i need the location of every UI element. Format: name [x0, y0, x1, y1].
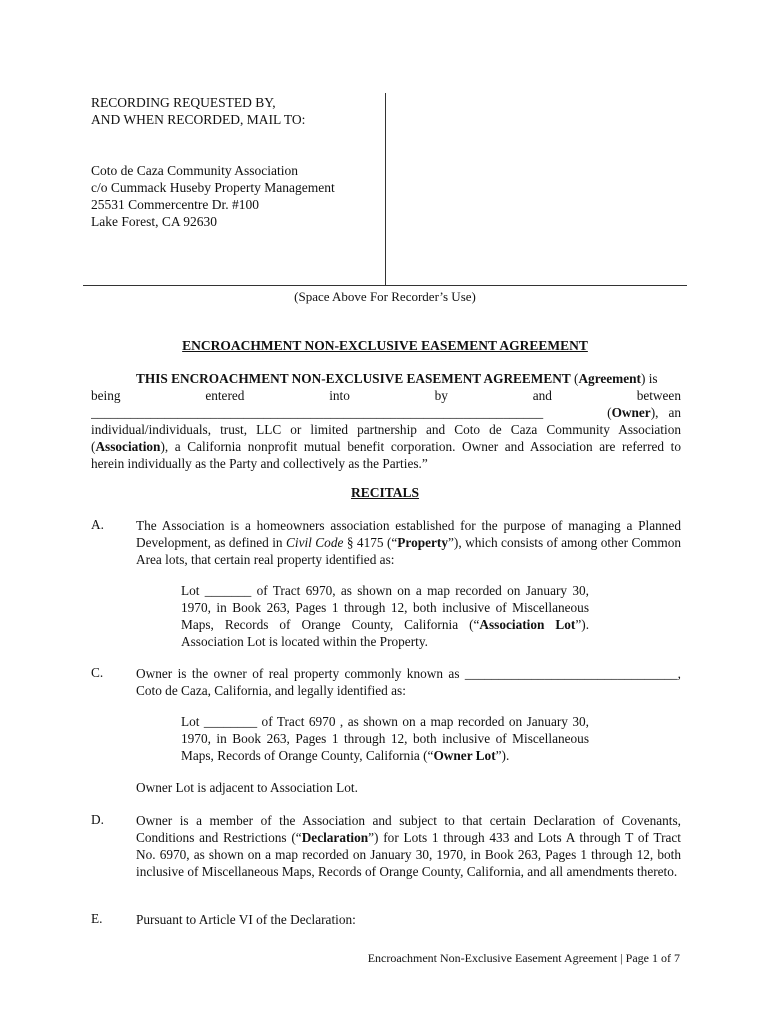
recorder-divider-vertical: [385, 93, 386, 285]
intro-paren: (: [570, 371, 579, 386]
recording-requested-line: RECORDING REQUESTED BY,: [91, 95, 276, 110]
intro-line-5: (Association), a California nonprofit mutual benefit corporation. Owner and Association are referred to: [91, 439, 681, 454]
address-care-of: c/o Cummack Huseby Property Management: [91, 180, 335, 195]
association-term: Association: [95, 439, 161, 454]
word-into: into: [329, 388, 350, 403]
recital-c-letter: C.: [91, 665, 104, 680]
intro-paragraph: [91, 370, 681, 472]
address-name: Coto de Caza Community Association: [91, 163, 298, 178]
owner-name-blank[interactable]: ____________________________________________________________________: [91, 405, 544, 420]
owner-lot-term: Owner Lot: [433, 748, 496, 763]
association-lot-description: Lot _______ of Tract 6970, as shown on a map recorded on January 30, 1970, in Book 263, Pages 1 through 12, both inclusive of Miscellaneous Maps, Records of Orange County, California (“Association Lot”). Association Lot is located within the Property.: [181, 583, 590, 649]
recital-e-text: Pursuant to Article VI of the Declaration:: [136, 912, 356, 927]
recital-a-text: The Association is a homeowners association established for the purpose of managing a Planned Development, as defined in Civil Code § 4175 (“Property”), which consists of among other Common Area lots, that certain real property identified as:: [136, 518, 682, 567]
owner-definition: (Owner), an: [607, 405, 681, 420]
word-entered: entered: [205, 388, 245, 403]
property-term: Property: [397, 535, 449, 550]
address-street: 25531 Commercentre Dr. #100: [91, 197, 259, 212]
word-being: being: [91, 388, 121, 403]
recital-c-text: Owner is the owner of real property commonly known as ________________________________, Coto de Caza, California, and legally identified as:: [136, 666, 681, 698]
recital-d-letter: D.: [91, 812, 104, 827]
document-title: ENCROACHMENT NON-EXCLUSIVE EASEMENT AGREEMENT: [182, 338, 588, 353]
civil-code-ref: Civil Code: [286, 535, 344, 550]
recital-a-letter: A.: [91, 517, 104, 532]
owner-term: Owner: [611, 405, 651, 420]
page-footer: Encroachment Non-Exclusive Easement Agreement | Page 1 of 7: [367, 951, 680, 965]
association-lot-term: Association Lot: [479, 617, 576, 632]
intro-lead-bold: THIS ENCROACHMENT NON-EXCLUSIVE EASEMENT AGREEMENT: [136, 371, 571, 386]
mail-to-line: AND WHEN RECORDED, MAIL TO:: [91, 112, 306, 127]
recital-e-letter: E.: [91, 911, 103, 926]
recorder-divider-horizontal: [83, 285, 687, 286]
intro-line-6: herein individually as the Party and collectively as the Parties.”: [91, 456, 428, 471]
address-city: Lake Forest, CA 92630: [91, 214, 217, 229]
declaration-term: Declaration: [301, 830, 369, 845]
recitals-heading: RECITALS: [350, 485, 420, 500]
intro-line-4: individual/individuals, trust, LLC or limited partnership and Coto de Caza Community Association: [91, 422, 681, 437]
word-and: and: [532, 388, 552, 403]
intro-lead-rest: ) is: [640, 371, 658, 386]
intro-line-3: [91, 404, 681, 421]
intro-line-1: [91, 370, 681, 387]
recital-d-text: Owner is a member of the Association and subject to that certain Declaration of Covenants, Conditions and Restrictions (“Declaration”) for Lots 1 through 433 and Lots A through T of Tract No. 6970, as shown on a map recorded on January 30, 1970, in Book 263, Pages 1 through 12, both inclusive of Miscellaneous Maps, Records of Orange County, California, and all amendments thereto.: [136, 813, 681, 879]
recorder-space-note: (Space Above For Recorder’s Use): [294, 289, 476, 304]
agreement-term: Agreement: [578, 371, 641, 386]
word-between: between: [636, 388, 681, 403]
intro-line-2: [91, 387, 681, 404]
recording-header: [91, 94, 381, 230]
word-by: by: [434, 388, 448, 403]
owner-lot-description: Lot ________ of Tract 6970 , as shown on a map recorded on January 30, 1970, in Book 263, Pages 1 through 12, both inclusive of Miscellaneous Maps, Records of Orange County, California (“Owner Lot”).: [181, 714, 589, 763]
owner-lot-adjacent: Owner Lot is adjacent to Association Lot.: [136, 780, 358, 795]
